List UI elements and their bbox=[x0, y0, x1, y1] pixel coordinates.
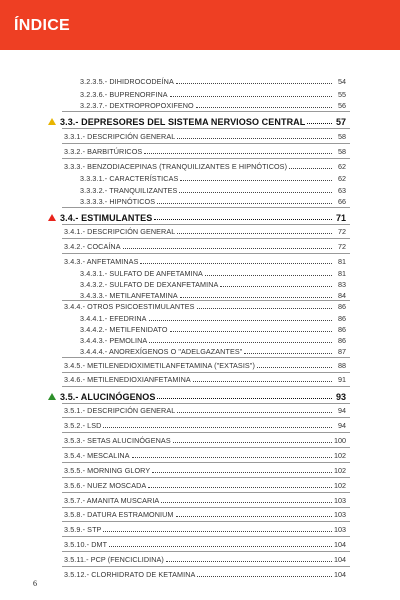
toc-entry-3-4-4-2[interactable] bbox=[80, 324, 346, 334]
toc-entry-page: 86 bbox=[338, 325, 346, 334]
dot-leader bbox=[177, 411, 332, 413]
toc-entry-label: 3.5.9.- STP bbox=[64, 525, 102, 534]
toc-entry-3-5-9[interactable] bbox=[64, 524, 346, 534]
toc-entry-label: 3.4.4.- OTROS PSICOESTIMULANTES bbox=[64, 302, 195, 311]
toc-entry-3-5-10[interactable] bbox=[64, 539, 346, 549]
divider bbox=[62, 492, 350, 493]
toc-entry-page: 104 bbox=[334, 570, 346, 579]
toc-entry-3-4-3-3[interactable] bbox=[80, 290, 346, 300]
toc-entry-label: 3.3.3.- BENZODIACEPINAS (TRANQUILIZANTES E HIPNÓTICOS) bbox=[64, 162, 288, 171]
toc-section-label: 3.5.- ALUCINÓGENOS bbox=[60, 392, 156, 402]
toc-entry-3-3-2[interactable] bbox=[64, 146, 346, 156]
divider bbox=[62, 417, 350, 418]
dot-leader bbox=[123, 247, 332, 249]
dot-leader bbox=[103, 426, 332, 428]
toc-entry-label: 3.2.3.7.- DEXTROPROPOXIFENO bbox=[80, 101, 194, 110]
dot-leader bbox=[176, 82, 332, 84]
dot-leader bbox=[132, 456, 332, 458]
toc-entry-page: 72 bbox=[338, 242, 346, 251]
dot-leader bbox=[179, 191, 332, 193]
divider bbox=[62, 536, 350, 537]
toc-entry-3-5-6[interactable] bbox=[64, 480, 346, 490]
toc-entry-3-5-12[interactable] bbox=[64, 569, 346, 579]
toc-entry-label: 3.3.3.2.- TRANQUILIZANTES bbox=[80, 186, 178, 195]
toc-entry-label: 3.3.1.- DESCRIPCIÓN GENERAL bbox=[64, 132, 176, 141]
toc-entry-3-4-3-1[interactable] bbox=[80, 268, 346, 278]
toc-entry-label: 3.5.1.- DESCRIPCIÓN GENERAL bbox=[64, 406, 176, 415]
page-title: ÍNDICE bbox=[14, 17, 71, 34]
toc-entry-label: 3.4.3.- ANFETAMINAS bbox=[64, 257, 139, 266]
dot-leader bbox=[144, 152, 332, 154]
toc-entry-3-5-5[interactable] bbox=[64, 465, 346, 475]
toc-entry-3-4-6[interactable] bbox=[64, 374, 346, 384]
toc-entry-page: 102 bbox=[334, 451, 346, 460]
dot-leader bbox=[196, 106, 332, 108]
dot-leader bbox=[257, 366, 332, 368]
toc-section-3-3[interactable] bbox=[48, 116, 346, 126]
toc-entry-3-4-3-2[interactable] bbox=[80, 279, 346, 289]
toc-entry-3-5-3[interactable] bbox=[64, 435, 346, 445]
dot-leader bbox=[149, 319, 332, 321]
toc-entry-page: 87 bbox=[338, 347, 346, 356]
toc-entry-label: 3.4.2.- COCAÍNA bbox=[64, 242, 121, 251]
toc-entry-label: 3.3.2.- BARBITÚRICOS bbox=[64, 147, 143, 156]
dot-leader bbox=[205, 274, 332, 276]
toc-section-page: 57 bbox=[335, 117, 346, 127]
toc-entry-3-5-2[interactable] bbox=[64, 420, 346, 430]
toc-entry-page: 86 bbox=[338, 314, 346, 323]
dot-leader bbox=[152, 471, 332, 473]
divider bbox=[62, 158, 350, 159]
toc-entry-label: 3.5.6.- NUEZ MOSCADA bbox=[64, 481, 147, 490]
toc-entry-3-4-5[interactable] bbox=[64, 360, 346, 370]
divider bbox=[62, 477, 350, 478]
toc-entry-3-5-7[interactable] bbox=[64, 495, 346, 505]
dot-leader bbox=[173, 441, 332, 443]
divider bbox=[62, 386, 350, 387]
dot-leader bbox=[244, 352, 332, 354]
toc-entry-label: 3.5.3.- SETAS ALUCINÓGENAS bbox=[64, 436, 171, 445]
toc-entry-3-5-4[interactable] bbox=[64, 450, 346, 460]
toc-entry-label: 3.4.1.- DESCRIPCIÓN GENERAL bbox=[64, 227, 176, 236]
toc-entry-label: 3.5.10.- DMT bbox=[64, 540, 108, 549]
dot-leader bbox=[140, 262, 332, 264]
toc-entry-3-4-4-3[interactable] bbox=[80, 335, 346, 345]
toc-entry-3-4-4-4[interactable] bbox=[80, 346, 346, 356]
divider bbox=[62, 566, 350, 567]
toc-entry-page: 58 bbox=[338, 132, 346, 141]
dot-leader bbox=[148, 486, 332, 488]
toc-entry-label: 3.3.3.1.- CARACTERÍSTICAS bbox=[80, 174, 179, 183]
divider bbox=[62, 462, 350, 463]
dot-leader bbox=[103, 530, 332, 532]
dot-leader bbox=[149, 341, 332, 343]
triangle-marker-icon bbox=[48, 214, 56, 221]
toc-entry-label: 3.5.8.- DATURA ESTRAMONIUM bbox=[64, 510, 174, 519]
toc-entry-page: 91 bbox=[338, 375, 346, 384]
dot-leader bbox=[154, 218, 332, 220]
toc-entry-page: 102 bbox=[334, 466, 346, 475]
toc-entry-page: 102 bbox=[334, 481, 346, 490]
toc-entry-page: 66 bbox=[338, 197, 346, 206]
dot-leader bbox=[109, 545, 332, 547]
divider bbox=[62, 372, 350, 373]
toc-entry-page: 56 bbox=[338, 101, 346, 110]
toc-entry-label: 3.3.3.3.- HIPNÓTICOS bbox=[80, 197, 156, 206]
toc-section-page: 71 bbox=[335, 213, 346, 223]
divider bbox=[62, 432, 350, 433]
dot-leader bbox=[180, 179, 332, 181]
toc-entry-3-4-4[interactable] bbox=[64, 301, 346, 311]
toc-entry-page: 72 bbox=[338, 227, 346, 236]
toc-entry-3-5-11[interactable] bbox=[64, 554, 346, 564]
toc-entry-page: 62 bbox=[338, 174, 346, 183]
toc-entry-label: 3.2.3.6.- BUPRENORFINA bbox=[80, 90, 168, 99]
toc-entry-label: 3.2.3.5.- DIHIDROCODEÍNA bbox=[80, 77, 174, 86]
dot-leader bbox=[170, 95, 332, 97]
toc-section-page: 93 bbox=[335, 392, 346, 402]
toc-entry-3-3-3-1[interactable] bbox=[80, 173, 346, 183]
toc-entry-label: 3.5.7.- AMANITA MUSCARIA bbox=[64, 496, 160, 505]
toc-entry-3-4-2[interactable] bbox=[64, 241, 346, 251]
dot-leader bbox=[307, 122, 332, 124]
toc-entry-page: 55 bbox=[338, 90, 346, 99]
toc-entry-label: 3.5.2.- LSD bbox=[64, 421, 102, 430]
toc-entry-page: 86 bbox=[338, 336, 346, 345]
divider bbox=[62, 111, 350, 112]
dot-leader bbox=[289, 167, 332, 169]
toc-entry-page: 83 bbox=[338, 280, 346, 289]
toc-entry-label: 3.4.3.3.- METILANFETAMINA bbox=[80, 291, 178, 300]
toc-entry-3-4-3[interactable] bbox=[64, 256, 346, 266]
toc-entry-label: 3.4.4.2.- METILFENIDATO bbox=[80, 325, 168, 334]
toc-entry-page: 94 bbox=[338, 406, 346, 415]
toc-section-3-5[interactable] bbox=[48, 391, 346, 401]
toc-entry-page: 103 bbox=[334, 496, 346, 505]
toc-entry-3-3-1[interactable] bbox=[64, 131, 346, 141]
toc-entry-page: 81 bbox=[338, 257, 346, 266]
divider bbox=[62, 238, 350, 239]
toc-entry-page: 63 bbox=[338, 186, 346, 195]
toc-entry-page: 86 bbox=[338, 302, 346, 311]
dot-leader bbox=[157, 397, 332, 399]
divider bbox=[62, 143, 350, 144]
toc-entry-3-3-3-3[interactable] bbox=[80, 196, 346, 206]
dot-leader bbox=[177, 137, 332, 139]
dot-leader bbox=[193, 380, 332, 382]
triangle-marker-icon bbox=[48, 118, 56, 125]
toc-entry-3-3-3[interactable] bbox=[64, 161, 346, 171]
toc-entry-label: 3.5.12.- CLORHIDRATO DE KETAMINA bbox=[64, 570, 196, 579]
toc-entry-label: 3.4.4.3.- PEMOLINA bbox=[80, 336, 148, 345]
toc-entry-label: 3.4.4.1.- EFEDRINA bbox=[80, 314, 147, 323]
dot-leader bbox=[176, 515, 333, 517]
divider bbox=[62, 207, 350, 208]
dot-leader bbox=[161, 501, 332, 503]
toc-entry-page: 54 bbox=[338, 77, 346, 86]
toc-entry-page: 94 bbox=[338, 421, 346, 430]
toc-entry-3-5-8[interactable] bbox=[64, 509, 346, 519]
toc-entry-label: 3.4.3.2.- SULFATO DE DEXANFETAMINA bbox=[80, 280, 219, 289]
dot-leader bbox=[180, 296, 332, 298]
toc-entry-3-2-3-7[interactable] bbox=[80, 100, 346, 110]
dot-leader bbox=[177, 232, 332, 234]
divider bbox=[62, 357, 350, 358]
divider bbox=[62, 253, 350, 254]
divider bbox=[62, 403, 350, 404]
toc-entry-3-2-3-6[interactable] bbox=[80, 89, 346, 99]
toc-entry-3-2-3-5[interactable] bbox=[80, 76, 346, 86]
toc-entry-page: 58 bbox=[338, 147, 346, 156]
dot-leader bbox=[220, 285, 332, 287]
toc-entry-page: 81 bbox=[338, 269, 346, 278]
toc-entry-3-4-1[interactable] bbox=[64, 226, 346, 236]
dot-leader bbox=[170, 330, 332, 332]
dot-leader bbox=[197, 307, 332, 309]
toc-entry-page: 84 bbox=[338, 291, 346, 300]
dot-leader bbox=[157, 202, 332, 204]
toc-entry-label: 3.5.5.- MORNING GLORY bbox=[64, 466, 151, 475]
toc-entry-label: 3.5.4.- MESCALINA bbox=[64, 451, 130, 460]
divider bbox=[62, 224, 350, 225]
triangle-marker-icon bbox=[48, 393, 56, 400]
toc-section-3-4[interactable] bbox=[48, 212, 346, 222]
divider bbox=[62, 507, 350, 508]
toc-entry-page: 103 bbox=[334, 525, 346, 534]
toc-entry-label: 3.5.11.- PCP (FENCICLIDINA) bbox=[64, 555, 164, 564]
toc-section-label: 3.3.- DEPRESORES DEL SISTEMA NERVIOSO CENTRAL bbox=[60, 117, 306, 127]
toc-entry-3-4-4-1[interactable] bbox=[80, 313, 346, 323]
toc-entry-page: 104 bbox=[334, 540, 346, 549]
toc-entry-3-5-1[interactable] bbox=[64, 405, 346, 415]
divider bbox=[62, 447, 350, 448]
toc-entry-3-3-3-2[interactable] bbox=[80, 185, 346, 195]
toc-section-label: 3.4.- ESTIMULANTES bbox=[60, 213, 153, 223]
toc-entry-page: 100 bbox=[334, 436, 346, 445]
toc-entry-label: 3.4.3.1.- SULFATO DE ANFETAMINA bbox=[80, 269, 203, 278]
toc-entry-label: 3.4.4.4.- ANOREXÍGENOS O "ADELGAZANTES" bbox=[80, 347, 243, 356]
dot-leader bbox=[197, 575, 332, 577]
toc-entry-page: 103 bbox=[334, 510, 346, 519]
toc-entry-label: 3.4.5.- METILENEDIOXIMETILANFETAMINA ("EXTASIS") bbox=[64, 361, 255, 370]
page-number: 6 bbox=[33, 579, 37, 588]
toc-entry-page: 88 bbox=[338, 361, 346, 370]
toc-entry-page: 104 bbox=[334, 555, 346, 564]
divider bbox=[62, 551, 350, 552]
dot-leader bbox=[166, 560, 332, 562]
divider bbox=[62, 128, 350, 129]
divider bbox=[62, 521, 350, 522]
toc-entry-page: 62 bbox=[338, 162, 346, 171]
toc-entry-label: 3.4.6.- METILENEDIOXIANFETAMINA bbox=[64, 375, 191, 384]
